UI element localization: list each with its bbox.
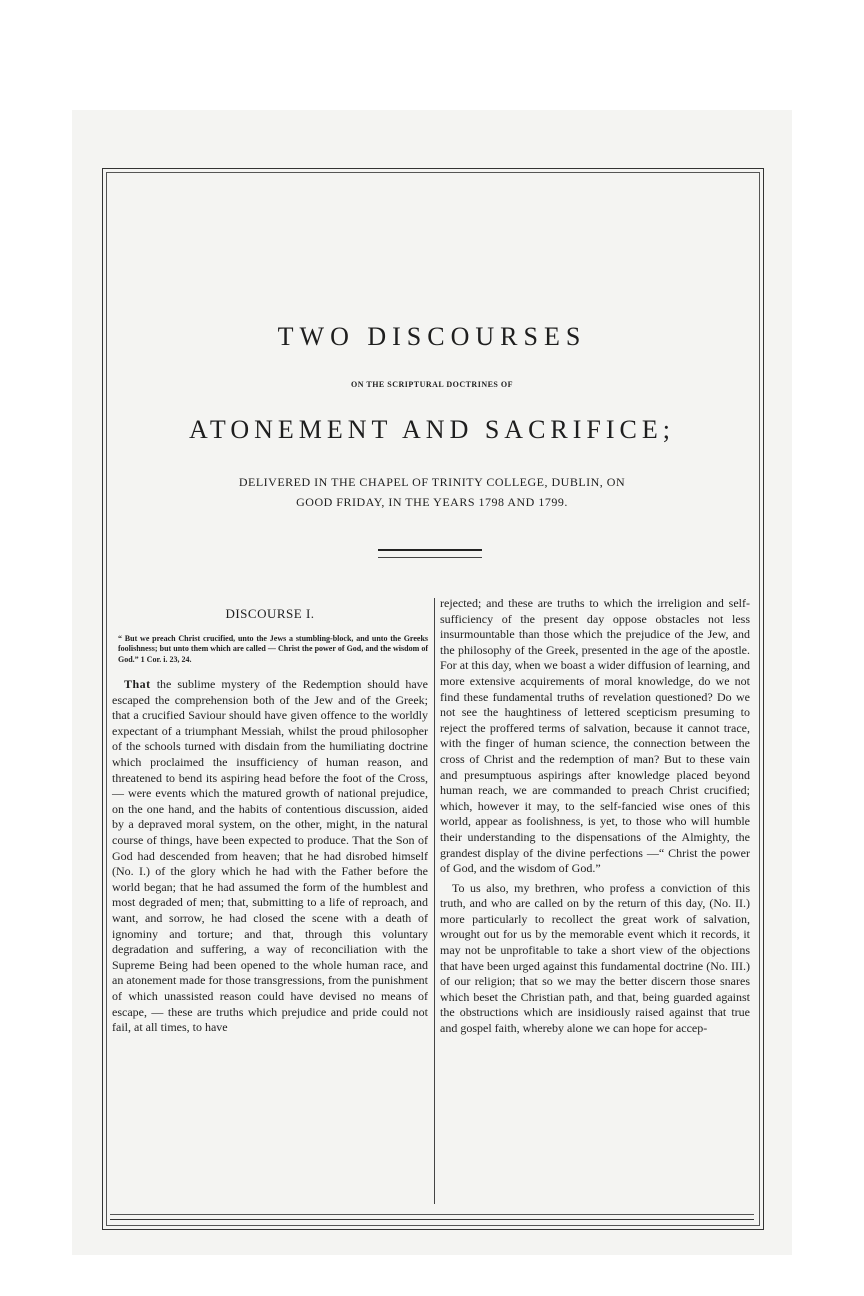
book-subtitle: ON THE SCRIPTURAL DOCTRINES OF [351,380,513,389]
main-title: ATONEMENT AND SACRIFICE; [189,415,675,444]
paragraph-1-continued: rejected; and these are truths to which the irreligion and self-sufficiency of the present day oppose obstacles not less insurmountable than those which the prejudice of the Jew, and the philosophy of the Greek, presented in the age of the apostle. For at this day, when we boast a wider diffusion of learning, and more extensive acquirements of moral knowledge, do we not find these fundamental truths of revelation questioned? Do we not see the haughtiness of lettered scepticism presuming to reject the proffered terms of salvation, because it cannot trace, with the finger of human science, the connection between the cross of Christ and the redemption of man? But to these vain and presumptuous aspirings after knowledge placed beyond human reach, we are commanded to preach Christ crucified; which, however it may, to the self-fancied wise ones of this world, appear as foolishness, is yet, to those who will humble their understanding to the dispensations of the Almighty, the grandest display of the divine perfections —“ Christ the power of God, and the wisdom of God.” [440,596,750,876]
title-rule-ornament [378,549,482,558]
paragraph-1-text: the sublime mystery of the Redemption should have escaped the comprehension both of the Jew and of the Greek; that a crucified Saviour should have given offence to the worldly expectant of a triumphant Messiah, whilst the proud philosopher of the schools turned with disdain from the humiliating doctrine which proclaimed the insufficiency of human reason, and threatened to bend its aspiring head before the foot of the Cross, — were events which the matured growth of national prejudice, on the one hand, and the habits of contentious discussion, aided by a depraved moral system, on the other, might, in the natural course of things, have been expected to produce. That the Son of God had descended from heaven; that he had disrobed himself (No. I.) of the glory which he had with the Father before the world began; that he had assumed the form of the humblest and most degraded of men; that, submitting to a life of reproach, and want, and sorrow, he had closed the scene with a death of ignominy and torture; and that, through this voluntary degradation and suffering, a way of reconciliation with the Supreme Being had been opened to the whole human race, and an atonement made for those transgressions, from the punishment of which unassisted reason could have devised no means of escape, — these are truths which prejudice and pride could not fail, at all times, to have [112,677,429,1035]
delivery-note-line1: DELIVERED IN THE CHAPEL OF TRINITY COLLEGE, DUBLIN, ON [238,475,626,489]
paragraph-2: To us also, my brethren, who profess a conviction of this truth, and who are called on by the return of this day, (No. II.) more particularly to recollect the great work of salvation, wrought out for us by the memorable event which it records, it may not be unprofitable to take a short view of the objections that have been urged against this fundamental doctrine (No. III.) of our religion; that so we may the better discern those snares which beset the Christian path, and that, being guarded against the obstructions which are insidiously raised against that true and gospel faith, whereby alone we can hope for accep- [440,880,750,1036]
bottom-rule [110,1214,754,1220]
epigraph-quote: “ But we preach Christ crucified, unto the Jews a stumbling-block, and unto the Greeks foolishness; but unto them which are called — Christ the power of God, and the wisdom of God.” 1 Cor. i. 23, 24. [118,633,428,664]
book-title: TWO DISCOURSES [277,322,587,351]
delivery-note [72,472,792,512]
paragraph-1 [112,677,428,1036]
column-divider [434,598,435,1204]
discourse-heading: DISCOURSE I. [225,606,315,621]
lead-word: That [124,677,151,692]
delivery-note-line2: GOOD FRIDAY, IN THE YEARS 1798 AND 1799. [296,495,568,509]
text-column-right [440,596,750,1037]
document-page [72,110,792,1255]
text-column-left [112,600,428,1036]
